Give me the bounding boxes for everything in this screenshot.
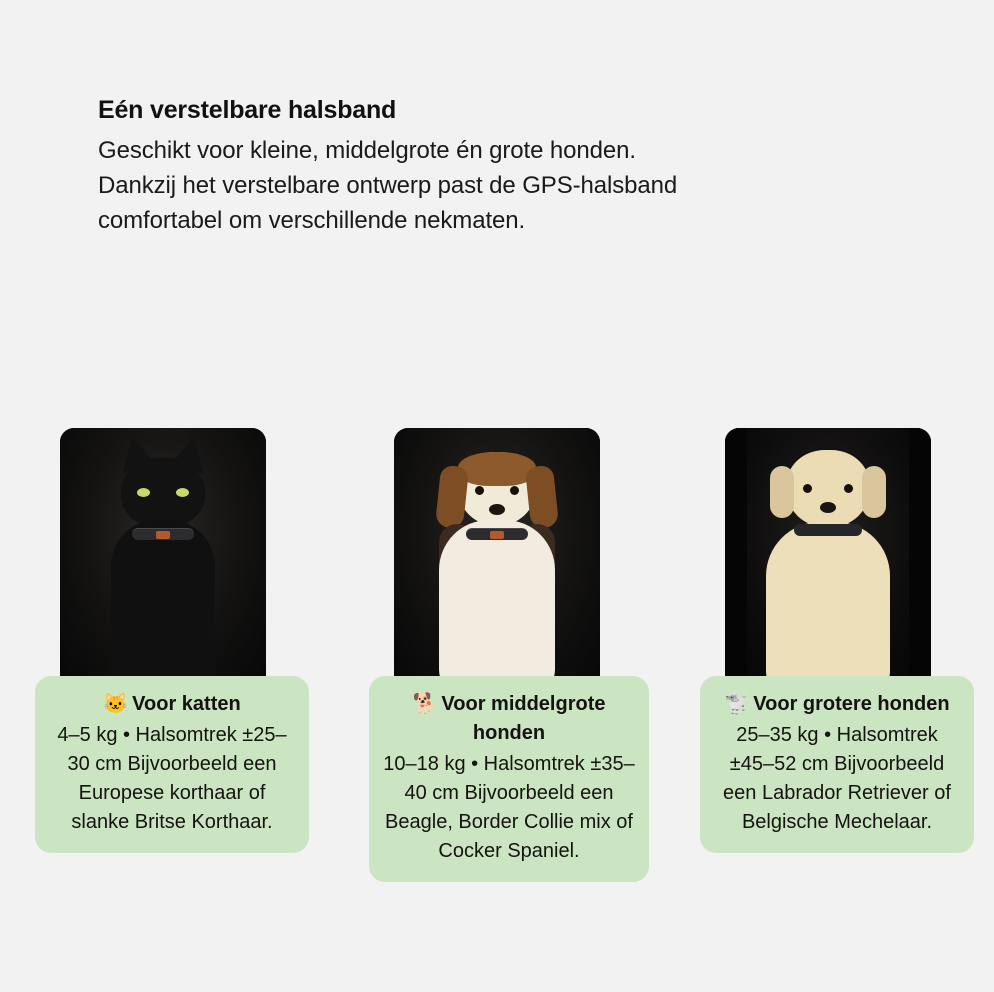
info-panel-grotere-honden	[700, 676, 974, 853]
cat-eye-left	[137, 488, 150, 497]
intro-section	[98, 95, 918, 238]
card-body-katten: 4–5 kg • Halsomtrek ±25–30 cm Bijvoorbeeld een Europese korthaar of slanke Britse Korthaar.	[57, 724, 287, 833]
beagle-ear-right	[525, 465, 559, 530]
card-title-text: Voor grotere honden	[753, 693, 950, 715]
poodle-icon: 🐩	[724, 693, 750, 715]
card-title-text: Voor katten	[132, 693, 241, 715]
gps-collar-icon	[466, 528, 528, 540]
cat-photo	[60, 428, 266, 688]
labrador-ear-left	[770, 466, 794, 518]
photo-backdrop	[725, 428, 931, 688]
beagle-head-shape	[458, 452, 536, 526]
cat-head-shape	[121, 458, 205, 528]
cat-eye-right	[176, 488, 189, 497]
intro-line-1: Geschikt voor kleine, middelgrote én grote honden.	[98, 137, 636, 164]
size-card-katten	[35, 428, 291, 853]
dog-icon: 🐕	[412, 693, 438, 715]
photo-letterbox-right	[909, 428, 931, 688]
card-title-grotere-honden	[712, 690, 962, 719]
beagle-head-marking	[458, 452, 536, 486]
cat-body-shape	[111, 520, 215, 688]
size-card-grotere-honden	[700, 428, 956, 853]
beagle-photo	[394, 428, 600, 688]
collar-tag-icon	[490, 531, 504, 539]
card-title-middelgrote-honden	[381, 690, 637, 748]
cat-ear-left	[116, 433, 156, 473]
page-title: Eén verstelbare halsband	[98, 96, 397, 124]
gps-collar-icon	[132, 528, 194, 540]
intro-line-2: Dankzij het verstelbare ontwerp past de GPS-halsband	[98, 172, 678, 199]
size-cards	[0, 420, 994, 920]
labrador-ear-right	[862, 466, 886, 518]
gps-collar-icon	[794, 524, 862, 536]
cat-ear-right	[170, 433, 210, 473]
labrador-eye-left	[803, 484, 812, 493]
labrador-head-shape	[786, 450, 870, 528]
beagle-ear-left	[435, 465, 469, 530]
card-title-text: Voor middelgrote honden	[441, 693, 606, 744]
card-title-katten	[47, 690, 297, 719]
beagle-nose	[489, 504, 505, 515]
labrador-body-shape	[766, 522, 890, 688]
beagle-body-shape	[439, 520, 555, 688]
intro-line-3: comfortabel om verschillende nekmaten.	[98, 207, 526, 234]
photo-backdrop	[60, 428, 266, 688]
labrador-eye-right	[844, 484, 853, 493]
info-panel-middelgrote-honden	[369, 676, 649, 882]
info-panel-katten	[35, 676, 309, 853]
beagle-eye-left	[475, 486, 484, 495]
labrador-photo	[725, 428, 931, 688]
card-body-grotere-honden: 25–35 kg • Halsomtrek ±45–52 cm Bijvoorbeeld een Labrador Retriever of Belgische Mechelaar.	[723, 724, 951, 833]
photo-letterbox-left	[725, 428, 747, 688]
labrador-nose	[820, 502, 836, 513]
beagle-eye-right	[510, 486, 519, 495]
size-card-middelgrote-honden	[369, 428, 635, 882]
photo-backdrop	[394, 428, 600, 688]
cat-face-icon: 🐱	[103, 693, 129, 715]
card-body-middelgrote-honden: 10–18 kg • Halsomtrek ±35–40 cm Bijvoorbeeld een Beagle, Border Collie mix of Cocker Spaniel.	[383, 753, 635, 862]
collar-tag-icon	[156, 531, 170, 539]
